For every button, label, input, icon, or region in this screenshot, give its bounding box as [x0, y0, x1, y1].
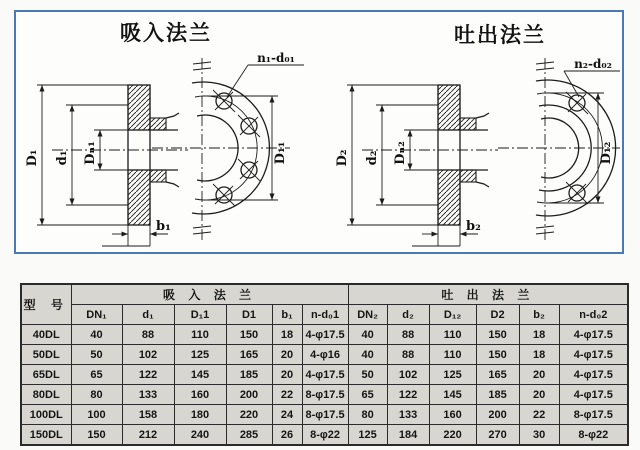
value-cell: 40 — [348, 325, 387, 345]
column-header: d₂ — [387, 305, 429, 325]
value-cell: 4-φ16 — [302, 345, 348, 365]
value-cell: 133 — [387, 405, 429, 425]
value-cell: 125 — [348, 425, 387, 446]
value-cell: 88 — [122, 325, 174, 345]
value-cell: 160 — [429, 405, 476, 425]
value-cell: 4-φ17.5 — [559, 345, 628, 365]
suction-title: 吸入法兰 — [120, 20, 212, 45]
value-cell: 185 — [476, 385, 519, 405]
value-cell: 122 — [387, 385, 429, 405]
model-cell: 80DL — [21, 385, 71, 405]
value-cell: 220 — [429, 425, 476, 446]
value-cell: 4-φ17.5 — [302, 365, 348, 385]
column-header: D2 — [476, 305, 519, 325]
value-cell: 20 — [519, 365, 559, 385]
value-cell: 240 — [174, 425, 226, 446]
value-cell: 180 — [174, 405, 226, 425]
value-cell: 125 — [174, 345, 226, 365]
value-cell: 185 — [226, 365, 272, 385]
value-cell: 18 — [519, 325, 559, 345]
column-header: n-d₀1 — [302, 305, 348, 325]
table-row — [21, 365, 628, 385]
suction-cross-section — [25, 85, 188, 246]
value-cell: 8-φ22 — [302, 425, 348, 446]
value-cell: 8-φ17.5 — [302, 405, 348, 425]
column-header: d₁ — [122, 305, 174, 325]
value-cell: 65 — [348, 385, 387, 405]
flange-diagram-panel — [14, 10, 624, 254]
value-cell: 22 — [519, 405, 559, 425]
value-cell: 125 — [429, 365, 476, 385]
value-cell: 160 — [174, 385, 226, 405]
suction-flange-drawing — [25, 20, 304, 246]
value-cell: 145 — [429, 385, 476, 405]
table-subheader-row — [21, 305, 628, 325]
value-cell: 8-φ22 — [559, 425, 628, 446]
discharge-outer-dia-label: D₂ — [335, 149, 350, 167]
value-cell: 150 — [476, 325, 519, 345]
value-cell: 26 — [272, 425, 302, 446]
suction-front-view — [152, 51, 304, 242]
value-cell: 110 — [174, 325, 226, 345]
discharge-group-header: 吐 出 法 兰 — [348, 284, 628, 305]
model-cell: 65DL — [21, 365, 71, 385]
flange-drawings — [16, 12, 622, 252]
suction-raised-dia-label: d₁ — [55, 150, 70, 166]
value-cell: 24 — [272, 405, 302, 425]
value-cell: 88 — [387, 345, 429, 365]
table-row — [21, 385, 628, 405]
value-cell: 100 — [71, 405, 122, 425]
value-cell: 150 — [71, 425, 122, 446]
table-row — [21, 325, 628, 345]
value-cell: 80 — [71, 385, 122, 405]
value-cell: 102 — [387, 365, 429, 385]
value-cell: 20 — [272, 365, 302, 385]
value-cell: 212 — [122, 425, 174, 446]
column-header: D1 — [226, 305, 272, 325]
value-cell: 184 — [387, 425, 429, 446]
value-cell: 133 — [122, 385, 174, 405]
table-row — [21, 425, 628, 446]
value-cell: 40 — [348, 345, 387, 365]
value-cell: 122 — [122, 365, 174, 385]
suction-bore-dia-label: Dₙ₁ — [83, 141, 98, 165]
suction-bolt-circle-label: D₁₁ — [273, 141, 288, 165]
value-cell: 50 — [348, 365, 387, 385]
value-cell: 4-φ17.5 — [559, 385, 628, 405]
table-body — [21, 325, 628, 446]
value-cell: 102 — [122, 345, 174, 365]
discharge-front-view — [498, 57, 620, 242]
model-column-header: 型 号 — [21, 284, 71, 325]
column-header: DN₂ — [348, 305, 387, 325]
column-header: D₁1 — [174, 305, 226, 325]
table-group-header-row — [21, 284, 628, 305]
value-cell: 20 — [519, 385, 559, 405]
model-cell: 50DL — [21, 345, 71, 365]
value-cell: 165 — [476, 365, 519, 385]
column-header: b₂ — [519, 305, 559, 325]
value-cell: 8-φ17.5 — [559, 405, 628, 425]
value-cell: 80 — [348, 405, 387, 425]
value-cell: 200 — [226, 385, 272, 405]
suction-bolt-note: n₁-d₀₁ — [257, 51, 295, 65]
column-header: b₁ — [272, 305, 302, 325]
value-cell: 110 — [429, 345, 476, 365]
value-cell: 40 — [71, 325, 122, 345]
value-cell: 145 — [174, 365, 226, 385]
discharge-raised-dia-label: d₂ — [365, 150, 380, 166]
value-cell: 220 — [226, 405, 272, 425]
suction-thickness-label: b₁ — [156, 219, 171, 234]
discharge-bore-dia-label: Dₙ₂ — [393, 141, 408, 165]
model-cell: 150DL — [21, 425, 71, 446]
value-cell: 18 — [519, 345, 559, 365]
discharge-bolt-circle-label: D₁₂ — [599, 141, 614, 165]
column-header: D₁₂ — [429, 305, 476, 325]
column-header: DN₁ — [71, 305, 122, 325]
value-cell: 4-φ17.5 — [302, 325, 348, 345]
value-cell: 18 — [272, 325, 302, 345]
discharge-bolt-note: n₂-d₀₂ — [574, 57, 612, 71]
suction-group-header: 吸 入 法 兰 — [71, 284, 348, 305]
value-cell: 88 — [387, 325, 429, 345]
model-cell: 40DL — [21, 325, 71, 345]
value-cell: 4-φ17.5 — [559, 365, 628, 385]
column-header: n-d₀2 — [559, 305, 628, 325]
table-row — [21, 345, 628, 365]
flange-dimension-table — [20, 283, 629, 446]
value-cell: 20 — [272, 345, 302, 365]
value-cell: 8-φ17.5 — [302, 385, 348, 405]
value-cell: 158 — [122, 405, 174, 425]
value-cell: 150 — [226, 325, 272, 345]
value-cell: 200 — [476, 405, 519, 425]
discharge-flange-drawing — [335, 22, 620, 246]
value-cell: 270 — [476, 425, 519, 446]
value-cell: 150 — [476, 345, 519, 365]
table-row — [21, 405, 628, 425]
discharge-thickness-label: b₂ — [466, 219, 481, 234]
value-cell: 30 — [519, 425, 559, 446]
value-cell: 285 — [226, 425, 272, 446]
model-cell: 100DL — [21, 405, 71, 425]
value-cell: 50 — [71, 345, 122, 365]
value-cell: 22 — [272, 385, 302, 405]
value-cell: 110 — [429, 325, 476, 345]
value-cell: 65 — [71, 365, 122, 385]
value-cell: 4-φ17.5 — [559, 325, 628, 345]
value-cell: 165 — [226, 345, 272, 365]
discharge-title: 吐出法兰 — [454, 22, 546, 47]
suction-outer-dia-label: D₁ — [25, 149, 40, 167]
